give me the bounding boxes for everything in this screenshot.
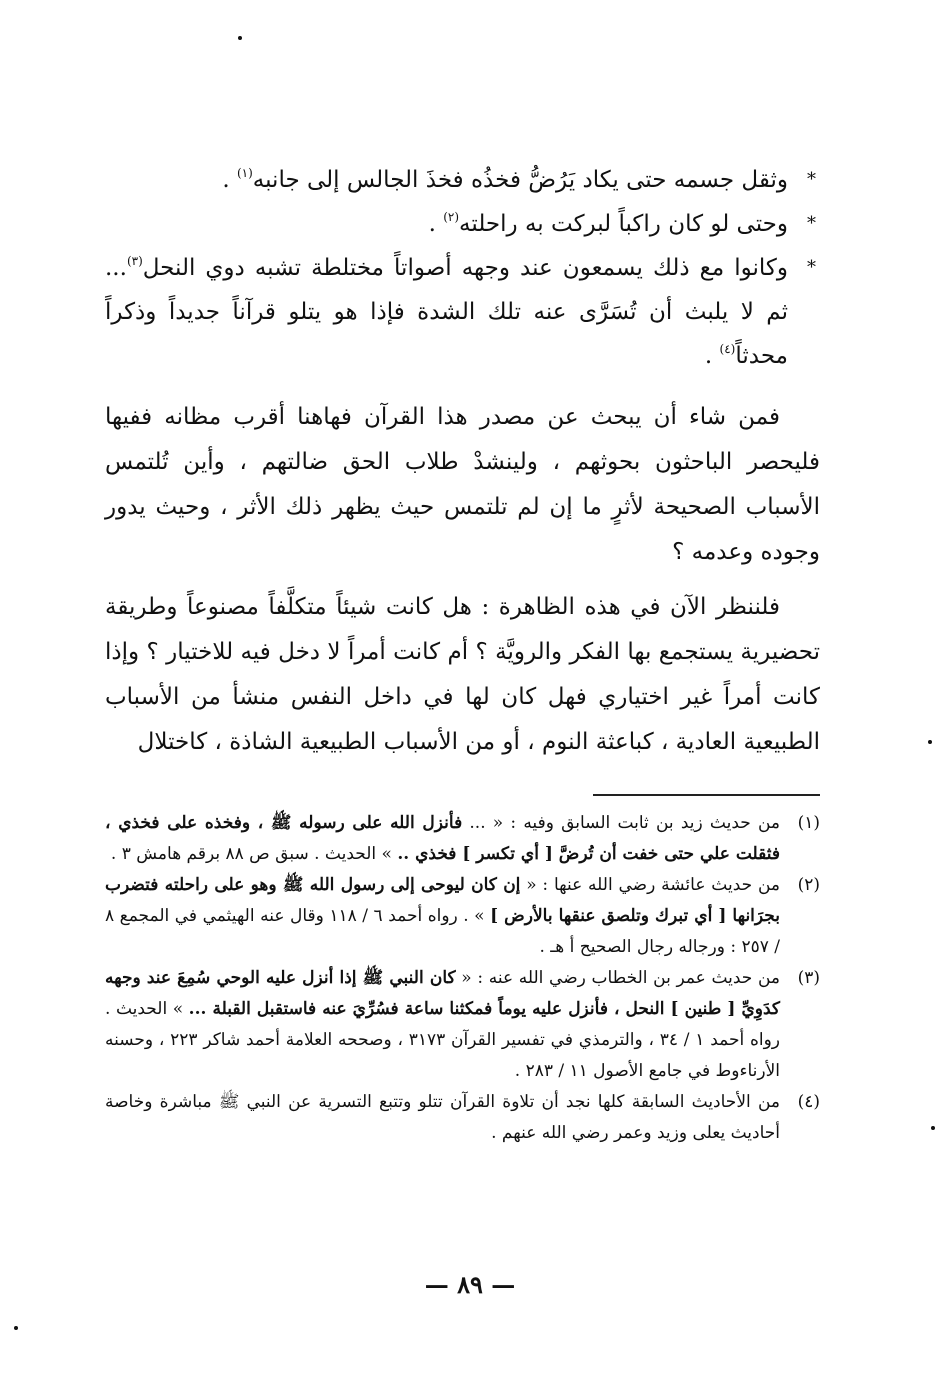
bullet-tail: . [222, 167, 237, 193]
footnote-quote: كان النبي ﷺ إذا أنزل عليه الوحي سُمِعَ عند وجهه كدَوِيِّ [ طنين ] النحل ، فأنزل عليه يوماً فمكثنا ساعة فسُرِّيَ عنه فاستقبل القبلة ... [105, 968, 780, 1019]
bullet-marker: * [807, 213, 816, 234]
footnote-ref: (٢) [443, 210, 460, 224]
bullet-text: وكانوا مع ذلك يسمعون عند وجهه أصواتاً مختلطة تشبه دوي النحل [142, 255, 788, 281]
bullet-tail: . [428, 211, 444, 237]
bullet-list [105, 158, 820, 378]
footnote-number: (١) [797, 813, 820, 833]
margin-dot-top [238, 36, 242, 40]
footnote-ref: (٣) [126, 254, 143, 268]
footnote-text: » الحديث . رواه أحمد ١ / ٣٤ ، والترمذي في تفسير القرآن ٣١٧٣ ، وصححه العلامة أحمد شاكر ٢٢٣ ، وحسنه الأرناءوط في جامع الأصول ١١ / ٢٨٣ . [105, 999, 780, 1081]
bullet-marker: * [807, 257, 816, 278]
footnote-text: من حديث زيد بن ثابت السابق وفيه : « ... [462, 813, 781, 833]
footnote-number: (٤) [797, 1092, 820, 1112]
footnote-text: من الأحاديث السابقة كلها نجد أن تلاوة القرآن تتلو وتتبع التسرية عن النبي ﷺ مباشرة وخاصة أحاديث يعلى وزيد وعمر رضي الله عنهم . [105, 1092, 780, 1143]
footnote [105, 808, 820, 870]
footnote-quote: فأنزل الله على رسوله ﷺ ، وفخذه على فخذي ، فثقلت علي حتى خفت أن تُرضَّ [ أي تكسر ] فخذي .. [105, 813, 780, 864]
bullet-item [105, 158, 820, 202]
footnote-number: (٣) [797, 968, 820, 988]
footnote-ref: (١) [236, 166, 253, 180]
footnotes [105, 808, 820, 1149]
bullet-text: وحتى لو كان راكباً لبركت به راحلته [459, 211, 788, 237]
bullet-tail: ... ثم لا يلبث أن تُسَرَّى عنه تلك الشدة فإذا هو يتلو قرآناً جديداً وذكراً محدثاً [105, 255, 788, 369]
footnote-number: (٢) [797, 875, 820, 895]
footnote-text: من حديث عمر بن الخطاب رضي الله عنه : « [455, 968, 780, 988]
footnote-text: من حديث عائشة رضي الله عنها : « [520, 875, 780, 895]
footnote-text: » . رواه أحمد ٦ / ١١٨ وقال عنه الهيثمي في المجمع ٨ / ٢٥٧ : ورجاله رجال الصحيح أ هـ . [105, 906, 780, 957]
footnote [105, 1087, 820, 1149]
footnote-ref: (٤) [719, 342, 736, 356]
body-paragraph: فلننظر الآن في هذه الظاهرة : هل كانت شيئاً متكلَّفاً مصنوعاً وطريقة تحضيرية يستجمع بها الفكر والرويَّة ؟ أم كانت أمراً لا دخل فيه للاختيار ؟ وإذا كانت أمراً غير اختياري فهل كان لها في داخل النفس منشأ من الأسباب الطبيعية العادية ، كباعثة النوم ، أو من الأسباب الطبيعية الشاذة ، كاختلال [105, 594, 820, 755]
bullet-item [105, 246, 820, 378]
bullet-item [105, 202, 820, 246]
footnote [105, 963, 820, 1087]
footnote-text: » الحديث . سبق ص ٨٨ برقم هامش ٣ . [110, 844, 398, 864]
body-paragraph: فمن شاء أن يبحث عن مصدر هذا القرآن فهاهنا أقرب مظانه ففيها فليحصر الباحثون بحوثهم ، ولينشدْ طلاب الحق ضالتهم ، وأين تُلتمس الأسباب الصحيحة لأثرٍ ما إن لم تلتمس حيث يظهر ذلك الأثر ، وحيث يدور وجوده وعدمه ؟ [105, 404, 820, 565]
bullet-tail: . [704, 343, 720, 369]
margin-dot-left [14, 1326, 18, 1330]
margin-dot-right-2 [931, 1126, 935, 1130]
bullet-text: وثقل جسمه حتى يكاد يَرُضُّ فخذُه فخذَ الجالس إلى جانبه [252, 167, 788, 193]
footnote-quote: إن كان ليوحى إلى رسول الله ﷺ وهو على راحلته فتضرب بجرَانها [ أي تبرك وتلصق عنقها بالأرض ] [105, 875, 780, 926]
page-number: — ٨٩ — [424, 1270, 516, 1299]
margin-dot-right-1 [928, 740, 932, 744]
bullet-marker: * [807, 169, 816, 190]
footnote [105, 870, 820, 963]
footnote-divider [593, 794, 820, 796]
